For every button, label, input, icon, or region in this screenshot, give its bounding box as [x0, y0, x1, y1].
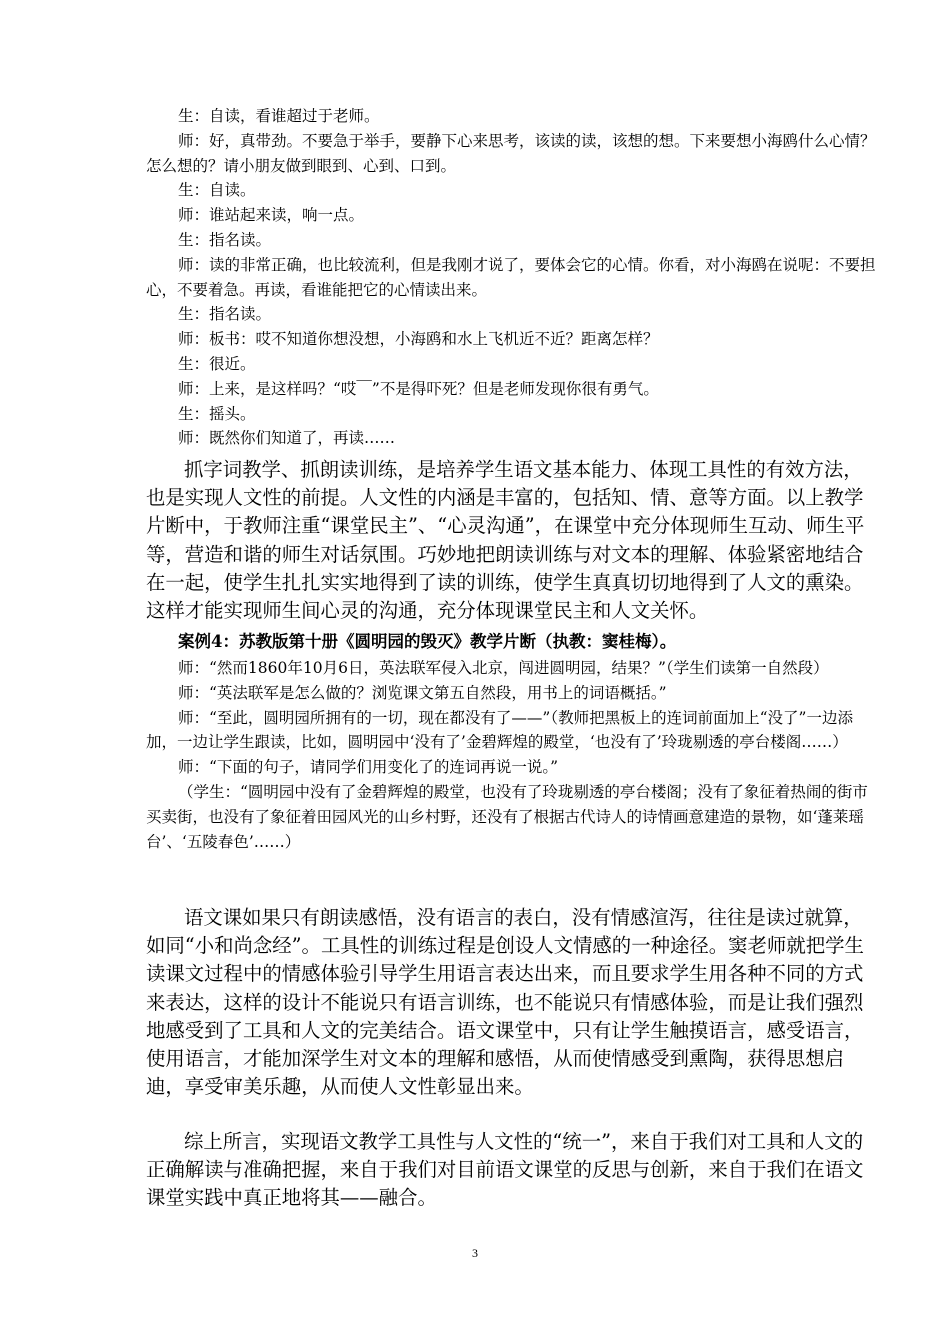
dialogue-line: 生：指名读。 — [178, 230, 272, 249]
case-heading-block — [146, 630, 876, 655]
commentary-paragraph: 语文课如果只有朗读感悟，没有语言的表白，没有情感渲泻，往往是读过就算，如同“小和尚念经”。工具性的训练过程是创设人文情感的一种途径。窦老师就把学生读课文过程中的情感体验引导学生用语言表达出来，而且要求学生用各种不同的方式来表达，这样的设计不能说只有语言训练，也不能说只有情感体验，而是让我们强烈地感受到了工具和人文的完美结合。语文课堂中，只有让学生触摸语言，感受语言，使用语言，才能加深学生对文本的理解和感悟，从而使情感受到熏陶，获得思想启迪，享受审美乐趣，从而使人文性彰显出来。 — [146, 906, 864, 1099]
dialogue-line: 师：上来，是这样吗？“哎￣”不是得吓死？但是老师发现你很有勇气。 — [178, 379, 659, 398]
dialogue-line: 师：好，真带劲。不要急于举手，要静下心来思考，该读的读，该想的想。下来要想小海鸥什么心情？怎么想的？请小朋友做到眼到、心到、口到。 — [146, 131, 876, 175]
dialogue-line: 生：指名读。 — [178, 305, 272, 324]
dialogue-line: （学生：“圆明园中没有了金碧辉煌的殿堂，也没有了玲珑剔透的亭台楼阁；没有了象征着热闹的街市买卖街，也没有了象征着田园风光的山乡村野，还没有了根据古代诗人的诗情画意建造的景物，如‘蓬莱瑶台’、‘五陵春色’……） — [146, 782, 868, 851]
dialogue-line: 师：“英法联军是怎么做的？浏览课文第五自然段，用书上的词语概括。” — [178, 683, 667, 702]
dialogue-line: 师：“至此，圆明园所拥有的一切，现在都没有了——”（教师把黑板上的连词前面加上“没了”一边添加，一边让学生跟读，比如，圆明园中‘没有了’金碧辉煌的殿堂，‘也没有了’玲珑剔透的亭台楼阁……） — [146, 708, 853, 752]
commentary-block-1 — [146, 456, 876, 625]
dialogue-line: 师：“然而1860年10月6日，英法联军侵入北京，闯进圆明园，结果？”（学生们读第一自然段） — [178, 659, 829, 677]
dialogue-line: 生：自读。 — [178, 181, 256, 200]
dialogue-line: 师：谁站起来读，响一点。 — [178, 206, 365, 225]
conclusion-paragraph: 综上所言，实现语文教学工具性与人文性的“统一”，来自于我们对工具和人文的正确解读与准确把握，来自于我们对目前语文课堂的反思与创新，来自于我们在语文课堂实践中真正地将其——融合。 — [146, 1130, 864, 1210]
dialogue-line: 生：自读，看谁超过于老师。 — [178, 107, 380, 125]
commentary-paragraph: 抓字词教学、抓朗读训练，是培养学生语文基本能力、体现工具性的有效方法，也是实现人文性的前提。人文性的内涵是丰富的，包括知、情、意等方面。以上教学片断中，于教师注重“课堂民主”、“心灵沟通”，在课堂中充分体现师生互动、师生平等，营造和谐的师生对话氛围。巧妙地把朗读训练与对文本的理解、体验紧密地结合在一起，使学生扎扎实实地得到了读的训练，使学生真真切切地得到了人文的熏染。这样才能实现师生间心灵的沟通，充分体现课堂民主和人文关怀。 — [146, 458, 865, 623]
case-heading: 案例4：苏教版第十册《圆明园的毁灭》教学片断（执教：窦桂梅）。 — [178, 632, 677, 651]
dialogue-line: 师：读的非常正确，也比较流利，但是我刚才说了，要体会它的心情。你看，对小海鸥在说呢：不要担心，不要着急。再读，看谁能把它的心情读出来。 — [146, 255, 876, 299]
dialogue-block-2 — [146, 656, 876, 854]
dialogue-line: 生：很近。 — [178, 354, 256, 373]
conclusion-block — [146, 1128, 876, 1213]
commentary-block-2 — [146, 904, 876, 1101]
dialogue-line: 师：板书：哎不知道你想没想，小海鸥和水上飞机近不近？距离怎样？ — [178, 330, 659, 349]
page-number: 3 — [472, 1246, 478, 1260]
dialogue-line: 生：摇头。 — [178, 404, 256, 423]
dialogue-line: 师：“下面的句子，请同学们用变化了的连词再说一说。” — [178, 758, 559, 777]
dialogue-block-1 — [146, 104, 876, 451]
dialogue-line: 师：既然你们知道了，再读…… — [178, 429, 396, 448]
